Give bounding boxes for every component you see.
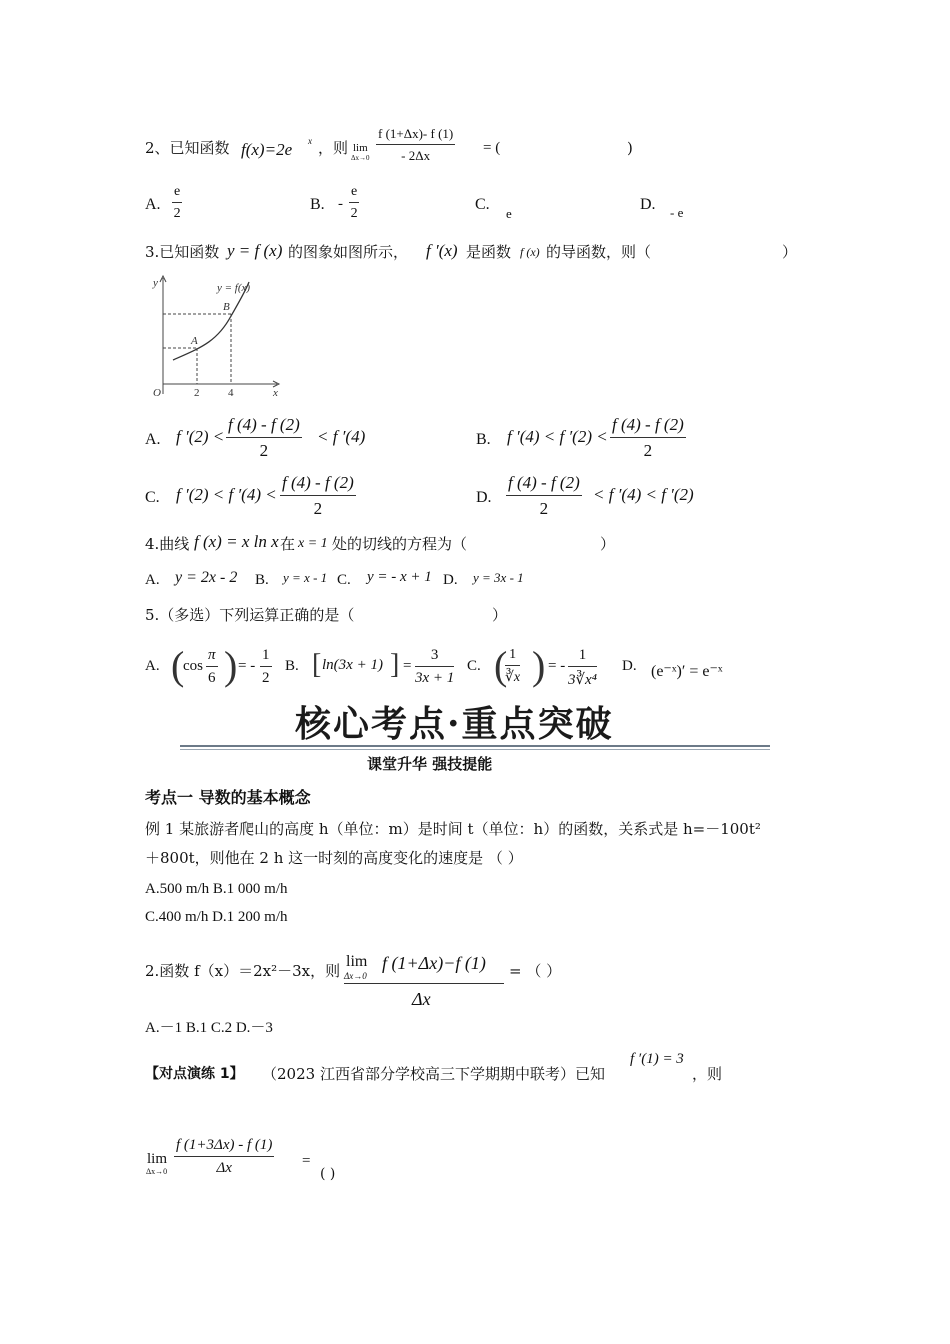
drill-fraction [174,1137,274,1177]
banner-rule-top [180,745,770,747]
q5-option-d-label: D. [622,658,637,674]
q5-option-b-label: B. [285,658,299,674]
q2-then: ，则 [318,139,349,157]
q2-option-a-fraction [172,184,182,222]
q3-function: y = f (x) [227,241,283,260]
q5-option-a-label: A. [145,658,160,674]
q4-suffix: 处的切线的方程为（ [332,535,468,553]
q5-c-fraction [568,647,597,689]
q2-option-d-value: - e [670,205,684,220]
section-q2-lim-sub: Δx→0 [344,971,367,981]
curve-label: y = f(x) [217,282,251,294]
origin-label: O [153,387,161,399]
q5-d-value: (e⁻ˣ)′ = e⁻ˣ [651,663,723,680]
q5-a-half [260,647,272,687]
q3-option-b-fraction [610,415,686,461]
q5-a-eq: = - [238,658,256,674]
q3-option-a-num: f (4) - f (2) [228,415,300,434]
q3-option-a-fraction [226,415,302,461]
q5-b-bracket-right: ] [390,649,400,680]
q5-close: ） [492,606,508,624]
q4-option-a-value: y = 2x - 2 [175,569,238,586]
q3-mid2: 是函数 [466,243,512,261]
q5-a-pi: π [208,647,216,663]
q3-option-d-den: 2 [506,495,582,519]
q2-lim: lim [353,142,368,154]
section-q2-eq: = （ ） [509,962,562,980]
drill-numerator: f (1+3Δx) - f (1) [176,1137,273,1153]
banner-rule-bottom [180,749,770,750]
x-axis-label: x [273,387,278,399]
q4-option-c-value: y = - x + 1 [367,569,432,585]
drill-denominator: Δx [174,1156,274,1177]
q3-option-c-left: f ′(2) < f ′(4) < [176,485,277,504]
q3-option-a-den: 2 [226,437,302,461]
q4-option-b-label: B. [255,572,269,588]
example1-line1: 例 1 某旅游者爬山的高度 h（单位：m）是时间 t（单位：h）的函数，关系式是 h=－100t² [145,820,761,838]
tick-2-label: 2 [194,387,200,399]
q4-prefix: 4.曲线 [145,535,190,553]
q2-option-b-num: e [351,184,358,199]
section-heading: 考点一 导数的基本概念 [145,788,311,807]
point-a-label: A [191,335,198,347]
q3-mid: 的图象如图所示， [288,243,409,261]
q5-c-paren-left: ( [494,643,508,688]
q2-function: f(x)=2e [241,140,293,159]
q2-option-c-value: e [506,206,512,221]
q2-numerator: f (1+Δx)- f (1) [378,126,454,141]
q3-graph [145,272,285,404]
q4-point: x = 1 [298,536,328,551]
q4-option-d-value: y = 3x - 1 [473,570,524,585]
q2-option-b-label: B. [310,196,325,213]
q3-option-c-den: 2 [280,495,356,519]
q5-b-eq: = [403,658,412,674]
q3-option-b-label: B. [476,431,491,448]
q5-c-root: ∛x [505,665,520,686]
q5-a-six: 6 [206,666,218,687]
q2-option-a-num: e [174,184,181,199]
q5-a-two: 2 [260,666,272,687]
q3-option-b-left: f ′(4) < f ′(2) < [507,427,608,446]
q2-exponent: x [308,136,312,146]
q3-close: ） [782,243,798,261]
q5-a-paren-right: ) [224,643,238,688]
q5-a-one: 1 [262,647,270,663]
example1-line2: ＋800t，则他在 2 h 这一时刻的高度变化的速度是 （ ） [145,849,523,867]
q3-option-c-label: C. [145,489,160,506]
q4-close: ） [600,535,616,553]
tick-4-label: 4 [228,387,234,399]
drill-lim: lim [147,1151,168,1167]
q5-a-pi-fraction [206,647,218,687]
q3-option-a-left: f ′(2) < [176,427,225,446]
q5-c-eq: = - [548,658,566,674]
drill-text: （2023 江西省部分学校高三下学期期中联考）已知 [262,1065,605,1083]
example1-options-ab: A.500 m/h B.1 000 m/h [145,881,288,897]
q2-lim-sub: Δx→0 [351,154,370,162]
q3-prefix: 3.已知函数 [145,243,220,261]
q4-option-d-label: D. [443,572,458,588]
q4-option-b-value: y = x - 1 [283,570,328,585]
q5-a-paren-left: ( [171,643,185,688]
q3-option-c-num: f (4) - f (2) [282,473,354,492]
q2-option-a-label: A. [145,196,161,213]
q4-function: f (x) = x ln x [194,532,279,551]
q3-option-d-label: D. [476,489,492,506]
q5-c-num: 1 [578,647,587,663]
q2-option-a-den: 2 [172,202,182,222]
banner-title: 核心考点·重点突破 [295,703,614,745]
q5-a-cos: cos [183,658,203,674]
drill-then: ，则 [692,1065,723,1083]
section-q2-options: A.－1 B.1 C.2 D.－3 [145,1020,273,1036]
q5-b-bracket-left: [ [312,649,322,680]
drill-lim-sub: Δx→0 [146,1167,168,1176]
example1-options-cd: C.400 m/h D.1 200 m/h [145,909,288,925]
q3-option-c-fraction [280,473,356,519]
q3-fprime: f ′(x) [426,241,458,260]
section-q2-prefix: 2.函数 f（x）＝2x²－3x，则 [145,962,341,980]
q3-option-d-num: f (4) - f (2) [508,473,580,492]
q3-option-a-right: < f ′(4) [317,427,366,446]
q2-fraction [376,126,455,164]
q5-c-paren-right: ) [532,643,546,688]
q3-option-b-den: 2 [610,437,686,461]
q3-option-a-label: A. [145,431,161,448]
drill-tag: 【对点演练 1】 [145,1066,244,1082]
section-q2-fraction-bar [344,983,504,984]
drill-condition: f ′(1) = 3 [630,1051,684,1067]
q2-denominator: - 2Δx [376,144,455,164]
q3-option-b-num: f (4) - f (2) [612,415,684,434]
q2-option-d-label: D. [640,196,656,213]
q2-option-b-fraction [349,184,359,222]
y-axis-label: y [153,277,158,289]
q3-suffix: 的导函数，则（ [546,243,652,261]
q3-fx: f (x) [520,245,540,259]
q5-text: 5.（多选）下列运算正确的是（ [145,606,355,624]
q3-option-d-right: < f ′(4) < f ′(2) [593,485,694,504]
q4-mid: 在 [280,535,296,553]
q5-c-inner-fraction [505,647,520,686]
q5-b-num: 3 [430,647,439,663]
q2-close: ) [627,139,633,157]
section-q2-numerator: f (1+Δx)−f (1) [382,953,486,973]
q5-c-den: 3∛x⁴ [568,666,597,689]
q4-option-a-label: A. [145,572,160,588]
q2-equals: = ( [483,140,501,156]
section-q2-lim: lim [346,953,368,970]
banner-subtitle: 课堂升华 强技提能 [367,755,493,773]
drill-paren: ( ) [320,1166,336,1182]
q2-prefix: 2、已知函数 [145,139,230,157]
point-b-label: B [223,301,230,313]
q5-option-c-label: C. [467,658,481,674]
q2-option-b-den: 2 [349,202,359,222]
q3-option-d-fraction [506,473,582,519]
q2-option-b-sign: - [338,196,343,212]
q5-c-one: 1 [509,647,517,662]
q5-b-den: 3x + 1 [415,666,454,687]
q4-option-c-label: C. [337,572,351,588]
section-q2-denominator: Δx [412,989,431,1009]
q5-b-fraction [415,647,454,687]
q2-option-c-label: C. [475,196,490,213]
drill-eq: = [302,1153,311,1169]
q5-b-ln: ln(3x + 1) [322,657,383,673]
